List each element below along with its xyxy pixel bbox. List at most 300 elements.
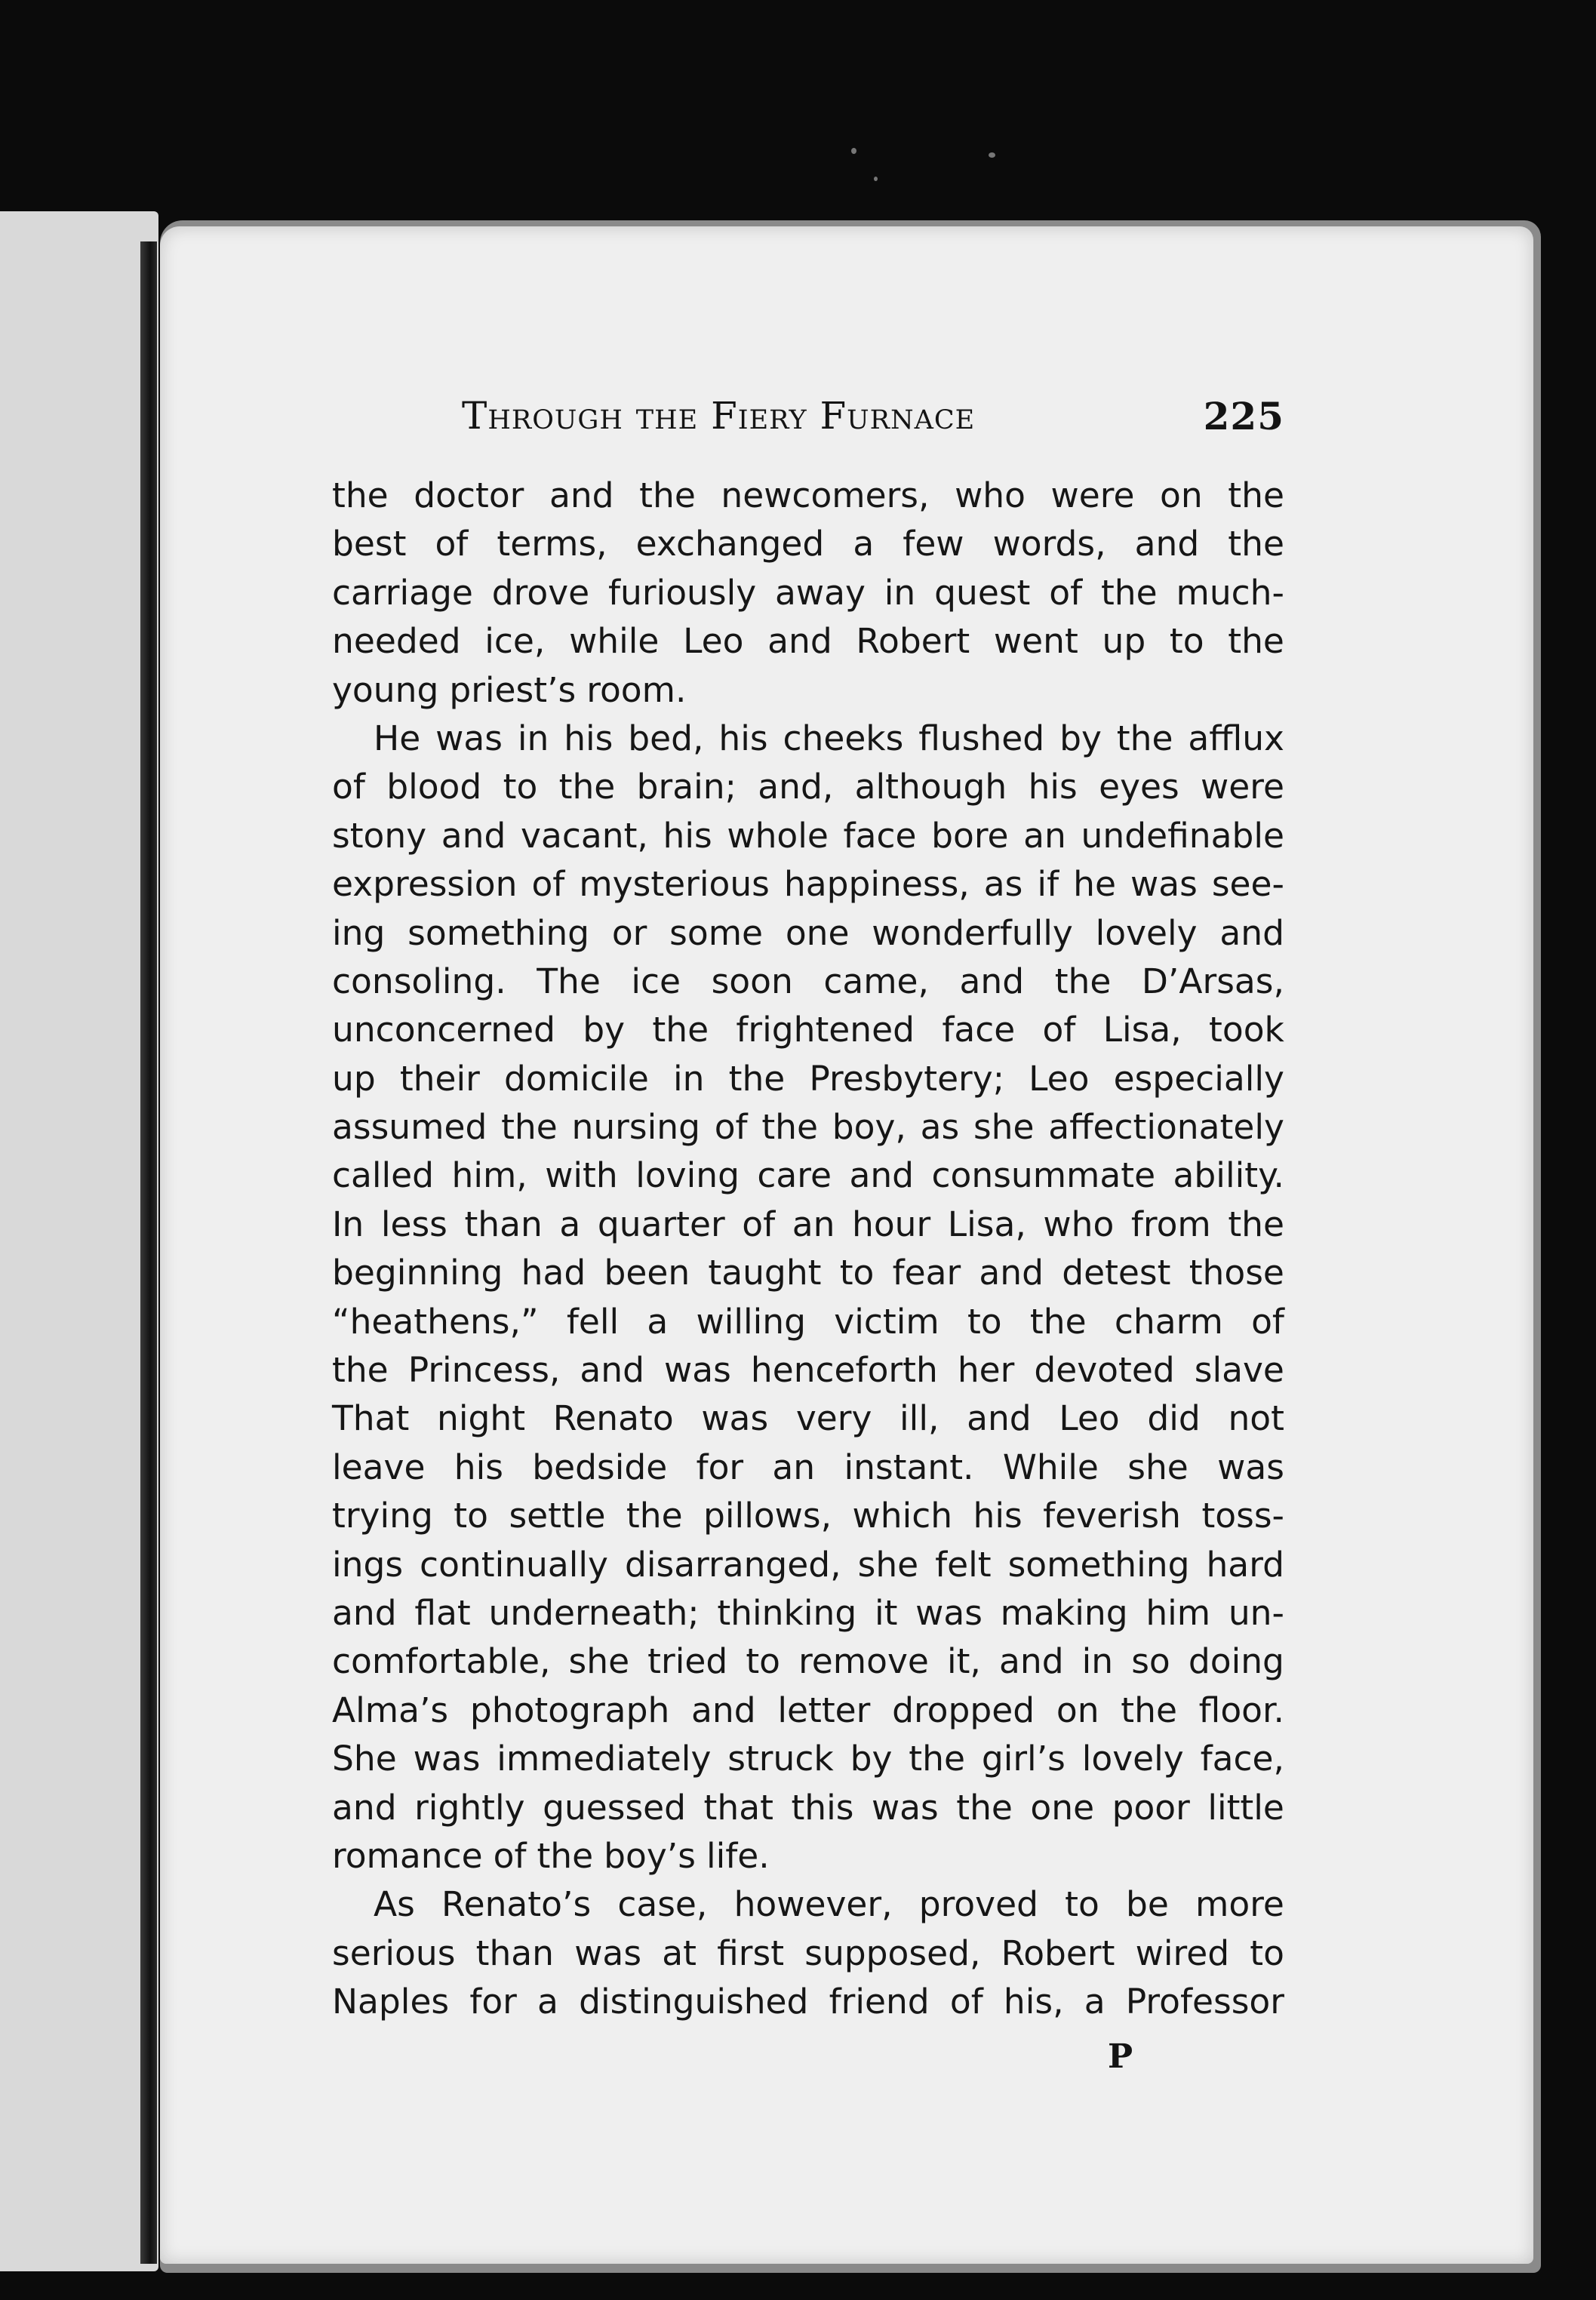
word: charm <box>1114 1301 1223 1342</box>
word: and <box>849 1155 915 1196</box>
word: expression <box>332 864 518 905</box>
word: the <box>332 475 389 515</box>
word: victim <box>834 1301 939 1342</box>
word: wired <box>1135 1933 1230 1973</box>
word: as <box>920 1107 960 1148</box>
word: so <box>1131 1641 1170 1682</box>
word: Robert <box>1001 1933 1115 1973</box>
word: on <box>1056 1690 1099 1730</box>
text-line <box>332 1444 1284 1492</box>
word: their <box>399 1058 480 1099</box>
word: flat <box>414 1592 471 1633</box>
word: ability. <box>1173 1155 1284 1196</box>
word: consoling. <box>332 961 506 1001</box>
word: bed, <box>628 718 704 758</box>
text-line <box>332 1298 1284 1346</box>
word: away <box>775 572 866 613</box>
word: at <box>662 1933 697 1973</box>
word: wonderfully <box>872 912 1073 953</box>
word: her <box>957 1350 1015 1391</box>
word: him, <box>451 1155 527 1196</box>
word: beginning <box>332 1253 503 1293</box>
word: frightened <box>736 1010 915 1050</box>
word: was <box>664 1350 731 1391</box>
word: of <box>742 1204 776 1244</box>
word: quest <box>934 572 1031 613</box>
word: face, <box>1200 1739 1284 1779</box>
word: carriage <box>332 572 473 613</box>
word: to <box>454 1496 488 1536</box>
text-line <box>332 1249 1284 1297</box>
word: Renato <box>552 1398 674 1439</box>
word: In <box>332 1204 364 1244</box>
word: him <box>1145 1592 1211 1633</box>
dust-speck <box>989 152 995 158</box>
word: to <box>967 1301 1002 1342</box>
word: a <box>537 1982 558 2022</box>
word: called <box>332 1155 435 1196</box>
text-line <box>332 812 1284 860</box>
word: little <box>1207 1787 1284 1828</box>
word: Alma’s <box>332 1690 449 1730</box>
word: Robert <box>856 621 970 662</box>
word: to <box>1065 1884 1099 1925</box>
word: assumed <box>332 1107 487 1148</box>
word: D’Arsas, <box>1141 961 1284 1001</box>
word: Presbytery; <box>809 1058 1005 1099</box>
word: leave <box>332 1447 426 1487</box>
word: an <box>1023 815 1066 856</box>
word: of <box>949 1982 983 2022</box>
word: Leo <box>1029 1058 1090 1099</box>
text-line <box>332 520 1284 568</box>
word: and <box>1134 524 1200 564</box>
word: struck <box>727 1739 834 1779</box>
word: an <box>792 1204 835 1244</box>
word: of <box>1251 1301 1284 1342</box>
word: who <box>955 475 1026 515</box>
word: than <box>464 1204 543 1244</box>
word: been <box>604 1253 690 1293</box>
word: boy’s <box>604 1835 696 1876</box>
word: she <box>973 1107 1035 1148</box>
text-line <box>332 1687 1284 1735</box>
word: the <box>537 1835 594 1876</box>
text-line <box>332 1152 1284 1200</box>
word: While <box>1002 1447 1099 1487</box>
word: Lisa, <box>947 1204 1026 1244</box>
word: tried <box>647 1641 728 1682</box>
word: his <box>973 1496 1022 1536</box>
word: pillows, <box>703 1496 832 1536</box>
word: priest’s <box>449 669 577 710</box>
word: underneath; <box>488 1592 700 1633</box>
word: drove <box>491 572 590 613</box>
word: the <box>332 1350 389 1391</box>
word: more <box>1195 1884 1284 1925</box>
word: a <box>647 1301 669 1342</box>
word: that <box>703 1787 773 1828</box>
word: and <box>332 1592 397 1633</box>
word: something <box>1007 1544 1190 1585</box>
word: his <box>718 718 768 758</box>
word: be <box>1125 1884 1169 1925</box>
word: to <box>1169 621 1204 662</box>
word: and <box>767 621 832 662</box>
page-number: 225 <box>1203 394 1284 438</box>
word: she <box>1127 1447 1189 1487</box>
word: or <box>611 912 647 953</box>
word: room. <box>586 669 687 710</box>
word: the <box>1228 1204 1284 1244</box>
word: of <box>531 864 565 905</box>
word: willing <box>696 1301 807 1342</box>
word: afflux <box>1188 718 1284 758</box>
word: felt <box>935 1544 992 1585</box>
word: the <box>1228 621 1284 662</box>
word: friend <box>829 1982 930 2022</box>
word: was <box>871 1787 939 1828</box>
word: less <box>380 1204 447 1244</box>
word: ice, <box>484 621 546 662</box>
word: flushed <box>918 718 1045 758</box>
word: unconcerned <box>332 1010 555 1050</box>
word: care <box>757 1155 832 1196</box>
word: on <box>1160 475 1203 515</box>
word: the <box>652 1010 709 1050</box>
word: especially <box>1113 1058 1284 1099</box>
text-line <box>332 1784 1284 1832</box>
word: Princess, <box>407 1350 561 1391</box>
word: were <box>1050 475 1135 515</box>
word: ings <box>332 1544 404 1585</box>
word: doing <box>1188 1641 1284 1682</box>
word: first <box>717 1933 785 1973</box>
word: The <box>537 961 601 1001</box>
word: dropped <box>892 1690 1035 1730</box>
word: by <box>1059 718 1102 758</box>
text-line <box>332 1541 1284 1589</box>
word: poor <box>1112 1787 1190 1828</box>
word: some <box>669 912 764 953</box>
word: much- <box>1176 572 1284 613</box>
word: best <box>332 524 407 564</box>
word: to <box>746 1641 780 1682</box>
text-line <box>332 1589 1284 1637</box>
word: terms, <box>497 524 607 564</box>
word: girl’s <box>981 1739 1066 1779</box>
word: was <box>574 1933 642 1973</box>
word: cheeks <box>783 718 904 758</box>
word: one <box>1030 1787 1095 1828</box>
word: continually <box>420 1544 608 1585</box>
word: soon <box>711 961 793 1001</box>
text-line <box>332 1055 1284 1103</box>
running-head-title: Through the Fiery Furnace <box>462 394 976 438</box>
word: and <box>332 1787 397 1828</box>
word: by <box>850 1739 893 1779</box>
word: fear <box>892 1253 961 1293</box>
word: brain; <box>636 767 736 807</box>
word: and <box>998 1641 1064 1682</box>
text-line <box>332 666 1284 715</box>
word: immediately <box>497 1739 712 1779</box>
word: happiness, <box>783 864 970 905</box>
word: nursing <box>571 1107 700 1148</box>
word: devoted <box>1034 1350 1175 1391</box>
word: a <box>559 1204 581 1244</box>
word: Leo <box>1059 1398 1120 1439</box>
word: distinguished <box>579 1982 809 2022</box>
text-line <box>332 1201 1284 1249</box>
word: which <box>852 1496 953 1536</box>
word: furiously <box>608 572 757 613</box>
word: the <box>1228 475 1284 515</box>
word: words, <box>992 524 1106 564</box>
word: making <box>1000 1592 1128 1633</box>
word: one <box>785 912 850 953</box>
word: something <box>407 912 590 953</box>
word: was <box>435 718 503 758</box>
running-head <box>462 394 1284 447</box>
word: she <box>857 1544 919 1585</box>
word: was <box>1130 864 1198 905</box>
text-line <box>332 1346 1284 1394</box>
text-line <box>332 1637 1284 1686</box>
word: his <box>454 1447 503 1487</box>
word: supposed, <box>804 1933 981 1973</box>
word: an <box>772 1447 816 1487</box>
text-line <box>332 1492 1284 1540</box>
word: not <box>1228 1398 1284 1439</box>
word: and, <box>758 767 834 807</box>
word: and <box>691 1690 756 1730</box>
word: un- <box>1228 1592 1284 1633</box>
word: letter <box>777 1690 871 1730</box>
word: Renato’s <box>441 1884 592 1925</box>
word: lovely <box>1081 1739 1184 1779</box>
word: needed <box>332 621 461 662</box>
word: feverish <box>1043 1496 1181 1536</box>
word: while <box>569 621 660 662</box>
word: mysterious <box>579 864 770 905</box>
word: of <box>435 524 469 564</box>
text-line <box>332 1394 1284 1443</box>
word: the <box>639 475 696 515</box>
word: vacant, <box>521 815 648 856</box>
word: lovely <box>1095 912 1198 953</box>
word: had <box>521 1253 586 1293</box>
word: the <box>1228 524 1284 564</box>
word: slave <box>1194 1350 1284 1391</box>
word: those <box>1189 1253 1284 1293</box>
word: a <box>1084 1982 1106 2022</box>
word: this <box>791 1787 854 1828</box>
word: the <box>728 1058 786 1099</box>
word: quarter <box>597 1204 725 1244</box>
body-text <box>332 472 1284 2027</box>
word: and <box>1219 912 1284 953</box>
word: than <box>475 1933 555 1973</box>
word: romance <box>332 1835 483 1876</box>
word: comfortable, <box>332 1641 551 1682</box>
word: photograph <box>469 1690 670 1730</box>
word: however, <box>733 1884 893 1925</box>
text-line <box>332 1929 1284 1978</box>
word: Naples <box>332 1982 450 2022</box>
text-line <box>332 472 1284 520</box>
word: of <box>1042 1010 1076 1050</box>
word: to <box>1250 1933 1284 1973</box>
word: although <box>854 767 1007 807</box>
word: she <box>568 1641 630 1682</box>
word: face <box>942 1010 1016 1050</box>
word: As <box>374 1884 415 1925</box>
word: was <box>915 1592 983 1633</box>
word: went <box>993 621 1078 662</box>
word: by <box>583 1010 626 1050</box>
word: newcomers, <box>721 475 930 515</box>
word: his <box>663 815 712 856</box>
text-line <box>332 715 1284 763</box>
word: with <box>545 1155 618 1196</box>
word: the <box>761 1107 818 1148</box>
word: hard <box>1206 1544 1284 1585</box>
word: in <box>673 1058 705 1099</box>
word: of <box>493 1835 527 1876</box>
word: boy, <box>832 1107 906 1148</box>
word: see- <box>1211 864 1284 905</box>
word: he <box>1073 864 1116 905</box>
word: stony <box>332 815 427 856</box>
word: exchanged <box>635 524 825 564</box>
word: and <box>549 475 614 515</box>
word: very <box>795 1398 872 1439</box>
word: ing <box>332 912 386 953</box>
word: hour <box>852 1204 931 1244</box>
word: She <box>332 1739 397 1779</box>
word: were <box>1201 767 1284 807</box>
word: his <box>1028 767 1078 807</box>
word: ill, <box>899 1398 939 1439</box>
word: bore <box>931 815 1009 856</box>
word: the <box>1116 718 1173 758</box>
word: and <box>959 961 1025 1001</box>
word: life. <box>706 1835 770 1876</box>
facing-page-edge <box>0 211 158 2271</box>
word: came, <box>823 961 930 1001</box>
word: fell <box>566 1301 620 1342</box>
word: in <box>1081 1641 1114 1682</box>
word: and <box>580 1350 645 1391</box>
word: for <box>696 1447 744 1487</box>
dust-speck <box>851 148 856 154</box>
text-line <box>332 569 1284 617</box>
word: young <box>332 669 439 710</box>
word: his, <box>1003 1982 1064 2022</box>
text-line <box>332 958 1284 1006</box>
word: the <box>1121 1690 1177 1730</box>
word: in <box>517 718 549 758</box>
word: the <box>1029 1301 1087 1342</box>
word: He <box>374 718 421 758</box>
word: the <box>1100 572 1158 613</box>
word: serious <box>332 1933 456 1973</box>
word: the <box>501 1107 558 1148</box>
text-line <box>332 1880 1284 1929</box>
word: to <box>839 1253 875 1293</box>
word: the <box>956 1787 1013 1828</box>
word: disarranged, <box>624 1544 841 1585</box>
word: Professor <box>1125 1982 1284 2022</box>
text-line <box>332 909 1284 958</box>
word: face <box>843 815 917 856</box>
word: for <box>469 1982 517 2022</box>
word: the <box>909 1739 965 1779</box>
word: Leo <box>683 621 744 662</box>
word: loving <box>635 1155 740 1196</box>
text-line <box>332 1978 1284 2026</box>
word: up <box>1102 621 1146 662</box>
text-line <box>332 1103 1284 1152</box>
word: from <box>1130 1204 1211 1244</box>
word: night <box>437 1398 526 1439</box>
word: eyes <box>1099 767 1179 807</box>
word: it, <box>946 1641 981 1682</box>
word: the <box>626 1496 683 1536</box>
word: proved <box>918 1884 1038 1925</box>
word: affectionately <box>1048 1107 1284 1148</box>
word: That <box>332 1398 410 1439</box>
text-line <box>332 617 1284 666</box>
word: of <box>1049 572 1083 613</box>
dust-speck <box>874 177 878 181</box>
signature-mark: P <box>1108 2037 1133 2076</box>
word: if <box>1037 864 1059 905</box>
word: whole <box>727 815 829 856</box>
word: was <box>1217 1447 1284 1487</box>
word: took <box>1209 1010 1284 1050</box>
word: doctor <box>414 475 524 515</box>
word: a <box>853 524 875 564</box>
word: up <box>332 1058 376 1099</box>
word: as <box>983 864 1023 905</box>
word: of <box>714 1107 748 1148</box>
word: of <box>332 767 365 807</box>
word: detest <box>1062 1253 1171 1293</box>
text-line <box>332 1735 1284 1783</box>
word: in <box>884 572 916 613</box>
word: did <box>1147 1398 1201 1439</box>
word: henceforth <box>750 1350 938 1391</box>
word: trying <box>332 1496 433 1536</box>
word: few <box>903 524 964 564</box>
word: remove <box>798 1641 929 1682</box>
word: domicile <box>503 1058 649 1099</box>
word: toss- <box>1201 1496 1284 1536</box>
word: guessed <box>543 1787 687 1828</box>
word: his <box>564 718 613 758</box>
word: undefinable <box>1081 815 1284 856</box>
text-line <box>332 1832 1284 1880</box>
word: ice <box>631 961 681 1001</box>
word: “heathens,” <box>332 1301 539 1342</box>
word: and <box>967 1398 1032 1439</box>
word: bedside <box>532 1447 668 1487</box>
word: blood <box>386 767 482 807</box>
word: settle <box>509 1496 606 1536</box>
text-line <box>332 860 1284 909</box>
